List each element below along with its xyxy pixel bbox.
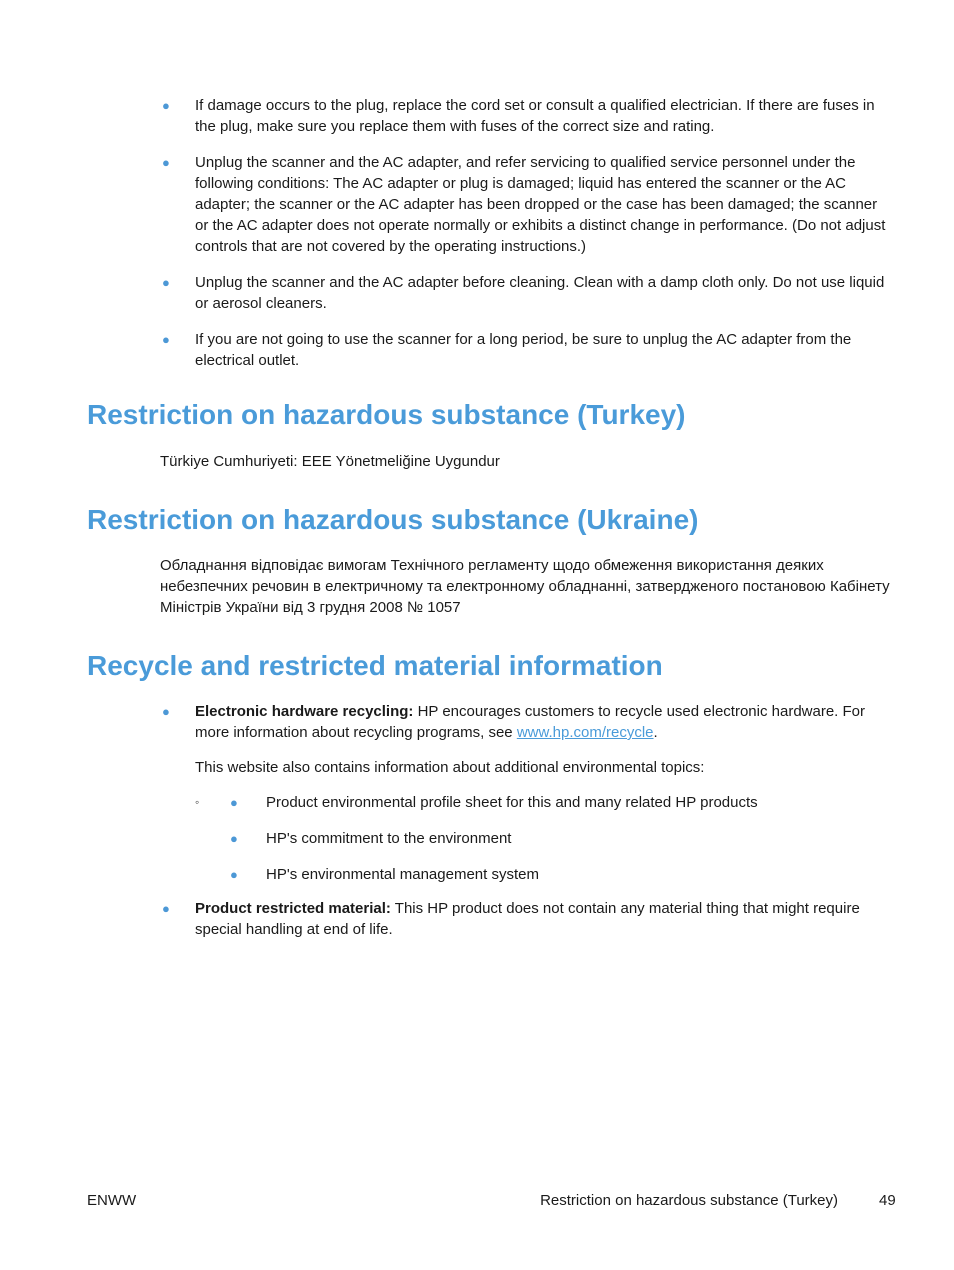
recycle-heading: Recycle and restricted material information (87, 650, 663, 681)
page-number: 49 (879, 1192, 896, 1209)
list-item (160, 701, 890, 743)
list-item (195, 864, 890, 885)
list-item (160, 95, 890, 137)
list-item (160, 152, 890, 257)
recycling-label: Electronic hardware recycling: (195, 703, 414, 720)
recycle-bullet-list (160, 701, 890, 758)
bullet-icon: ● (162, 332, 170, 347)
list-item-text: HP's commitment to the environment (266, 830, 512, 847)
bullet-icon: ● (162, 275, 170, 290)
restricted-bullet-list (160, 898, 890, 955)
restricted-label: Product restricted material: (195, 900, 391, 917)
bullet-icon: ● (162, 901, 170, 916)
website-info-text: This website also contains information about additional environmental topics: (195, 759, 705, 776)
bullet-icon: ● (162, 155, 170, 170)
bullet-icon: ● (162, 98, 170, 113)
recycle-link[interactable]: www.hp.com/recycle (516, 724, 654, 741)
restricted-text: This HP product does not contain any material thing that might require special handling at end of life. (195, 900, 860, 938)
footer-section: Restriction on hazardous substance (Turkey) (540, 1192, 838, 1209)
ukraine-heading: Restriction on hazardous substance (Ukraine) (87, 504, 699, 535)
safety-bullet-list (160, 95, 890, 386)
list-item-text: Unplug the scanner and the AC adapter before cleaning. Clean with a damp cloth only. Do not use liquid or aerosol cleaners. (195, 274, 885, 312)
hollow-bullet-icon: ◦ (195, 795, 200, 809)
recycling-period: . (653, 724, 658, 741)
list-item (195, 828, 890, 849)
bullet-icon: ● (230, 831, 238, 846)
bullet-icon: ● (230, 795, 238, 810)
recycling-text: HP encourages customers to recycle used electronic hardware. For more information about recycling programs, see (195, 703, 866, 741)
bullet-icon: ● (230, 867, 238, 882)
list-item-text: Unplug the scanner and the AC adapter, and refer servicing to qualified service personnel under the following conditions: The AC adapter or plug is damaged; liquid has entered the scanner or the AC adapter; the scanner or the AC adapter has been dropped or the case has been damaged; the scanner or the AC adapter does not operate normally or exhibits a distinct change in performance. (Do not adjust controls that are not covered by the operating instructions.) (195, 154, 886, 255)
list-item-text: If you are not going to use the scanner for a long period, be sure to unplug the AC adapter from the electrical outlet. (195, 331, 852, 369)
list-item-text: HP's environmental management system (266, 866, 539, 883)
list-item (195, 792, 890, 813)
list-item (160, 329, 890, 371)
footer-left: ENWW (87, 1192, 137, 1209)
turkey-text: Türkiye Cumhuriyeti: EEE Yönetmeliğine Uygundur (160, 453, 500, 470)
bullet-icon: ● (162, 704, 170, 719)
ukraine-text: Обладнання відповідає вимогам Технічного регламенту щодо обмеження використання деяких небезпечних речовин в електричному та електронному обладнанні, затвердженого постановою Кабінету Міністрів України від 3 грудня 2008 № 1057 (160, 557, 890, 616)
list-item (160, 272, 890, 314)
turkey-heading: Restriction on hazardous substance (Turkey) (87, 399, 686, 430)
list-item-text: Product environmental profile sheet for this and many related HP products (266, 794, 758, 811)
topics-sub-list (195, 792, 890, 900)
list-item-text: If damage occurs to the plug, replace the cord set or consult a qualified electrician. If there are fuses in the plug, make sure you replace them with fuses of the correct size and rating. (195, 97, 875, 135)
list-item (160, 898, 890, 940)
